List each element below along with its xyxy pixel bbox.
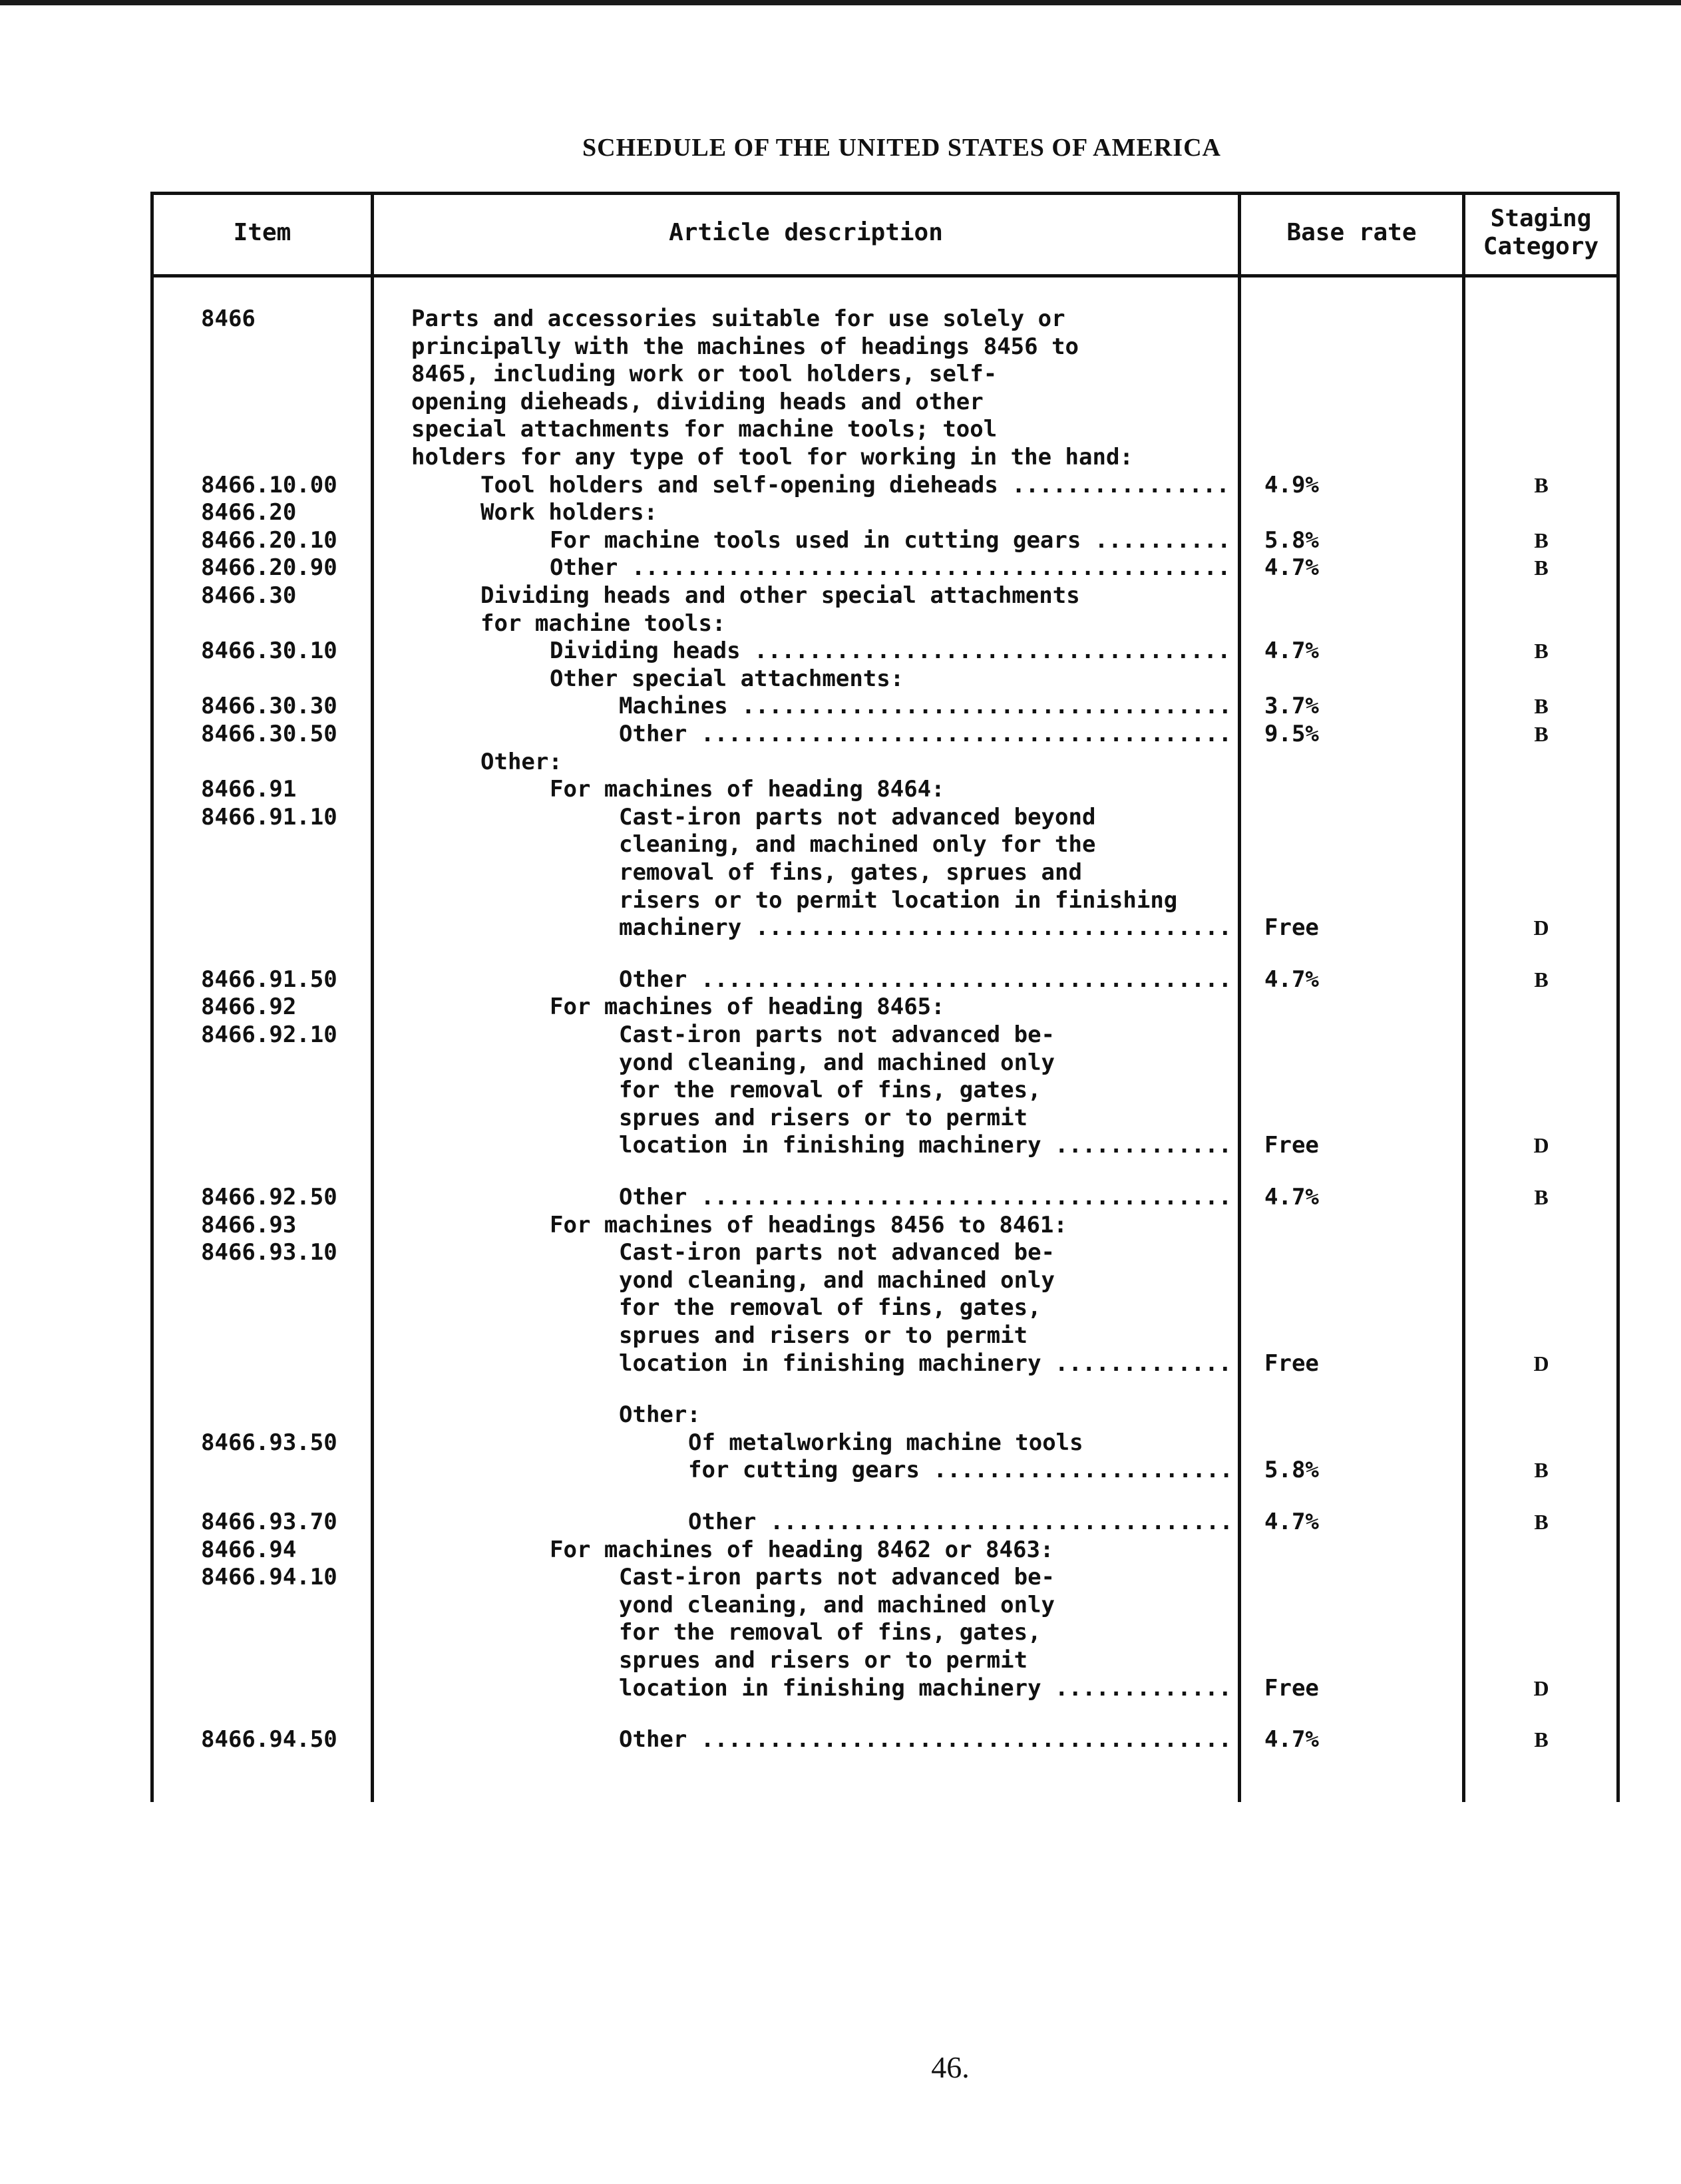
article-description: For machines of heading 8464: — [550, 776, 945, 803]
base-rate: 4.7% — [1264, 637, 1319, 665]
table-row — [0, 692, 1681, 720]
item-code: 8466.20.10 — [201, 526, 337, 554]
base-rate: 5.8% — [1264, 1457, 1319, 1484]
table-row — [0, 1646, 1681, 1674]
staging-category: D — [1533, 1351, 1549, 1375]
table-row — [0, 471, 1681, 499]
table-row — [0, 1238, 1681, 1266]
staging-category: B — [1534, 722, 1549, 746]
table-row — [0, 886, 1681, 914]
table-row — [0, 1350, 1681, 1377]
article-description: sprues and risers or to permit — [619, 1322, 1028, 1349]
item-code: 8466.91.50 — [201, 966, 337, 993]
table-row — [0, 1591, 1681, 1619]
staging-category: D — [1533, 1133, 1549, 1158]
base-rate: Free — [1264, 914, 1319, 942]
table-row — [0, 830, 1681, 858]
article-description: for the removal of fins, gates, — [619, 1619, 1041, 1646]
article-description: Parts and accessories suitable for use solely or — [411, 305, 1065, 332]
article-description: yond cleaning, and machined only — [619, 1591, 1055, 1618]
article-description: Other ..... — [619, 720, 1234, 748]
staging-category: D — [1533, 1676, 1549, 1700]
table-row — [0, 1183, 1681, 1211]
column-header-staging-line1: Staging — [1490, 205, 1592, 232]
staging-category: B — [1534, 472, 1549, 497]
item-code: 8466.93.10 — [201, 1239, 337, 1266]
article-description: Other special attachments: — [550, 665, 904, 692]
item-code: 8466.91 — [201, 776, 297, 803]
table-row — [0, 1726, 1681, 1753]
article-description: Dividing heads ..... — [550, 637, 1234, 665]
base-rate: 4.7% — [1264, 1726, 1319, 1753]
column-header-item: Item — [233, 219, 291, 246]
article-description: holders for any type of tool for working in the hand: — [411, 444, 1133, 470]
table-row — [0, 1429, 1681, 1457]
item-code: 8466 — [201, 305, 256, 332]
staging-category: B — [1534, 556, 1549, 580]
staging-category: B — [1534, 528, 1549, 552]
base-rate: Free — [1264, 1132, 1319, 1159]
column-header-description: Article description — [669, 219, 943, 246]
staging-category: B — [1534, 1185, 1549, 1209]
article-description: Cast-iron parts not advanced be- — [619, 1021, 1055, 1048]
column-header-staging-category — [1465, 192, 1616, 274]
table-row — [0, 775, 1681, 803]
base-rate: 4.7% — [1264, 1509, 1319, 1535]
table-row — [0, 637, 1681, 665]
article-description: yond cleaning, and machined only — [619, 1049, 1055, 1076]
article-description: Other ..... — [550, 554, 1234, 582]
table-row — [0, 1618, 1681, 1646]
table-row — [0, 993, 1681, 1021]
table-row — [0, 1401, 1681, 1429]
item-code: 8466.91.10 — [201, 803, 337, 830]
table-row — [0, 305, 1681, 333]
staging-category: B — [1534, 1510, 1549, 1534]
article-description: for the removal of fins, gates, — [619, 1077, 1041, 1104]
article-description: yond cleaning, and machined only — [619, 1266, 1055, 1294]
article-description: Machines ..... — [619, 692, 1234, 720]
item-code: 8466.20.90 — [201, 554, 337, 582]
article-description: removal of fins, gates, sprues and — [619, 859, 1082, 886]
page-top-rule — [0, 0, 1681, 5]
table-row — [0, 1563, 1681, 1591]
table-row — [0, 610, 1681, 637]
table-row — [0, 1266, 1681, 1294]
staging-category: B — [1534, 1728, 1549, 1752]
article-description: risers or to permit location in finishing — [619, 886, 1178, 914]
article-description: For machines of heading 8462 or 8463: — [550, 1536, 1054, 1563]
column-header-base-rate: Base rate — [1286, 219, 1417, 246]
item-code: 8466.94.10 — [201, 1564, 337, 1591]
article-description: for cutting gears ..... — [688, 1456, 1234, 1484]
table-row — [0, 966, 1681, 994]
table-row — [0, 415, 1681, 443]
table-row — [0, 665, 1681, 693]
article-description: principally with the machines of headings 8456 to — [411, 333, 1079, 360]
column-header-staging-line2: Category — [1483, 233, 1599, 260]
table-row — [0, 498, 1681, 526]
article-description: Cast-iron parts not advanced be- — [619, 1239, 1055, 1266]
article-description: For machines of headings 8456 to 8461: — [550, 1211, 1067, 1238]
item-code: 8466.92 — [201, 994, 297, 1021]
staging-category: B — [1534, 1458, 1549, 1483]
item-code: 8466.94.50 — [201, 1726, 337, 1753]
item-code: 8466.30.50 — [201, 721, 337, 747]
item-code: 8466.30.10 — [201, 637, 337, 665]
base-rate: 4.7% — [1264, 1184, 1319, 1210]
article-description: sprues and risers or to permit — [619, 1647, 1028, 1674]
article-description: cleaning, and machined only for the — [619, 831, 1096, 858]
table-row — [0, 1322, 1681, 1350]
table-row — [0, 1049, 1681, 1077]
base-rate: 4.9% — [1264, 471, 1319, 498]
article-description: 8465, including work or tool holders, self- — [411, 361, 998, 388]
article-description: Other ..... — [688, 1508, 1234, 1536]
article-description: Cast-iron parts not advanced beyond — [619, 803, 1096, 830]
article-description: location in finishing machinery ..... — [619, 1674, 1234, 1702]
staging-category: B — [1534, 967, 1549, 992]
item-code: 8466.30 — [201, 582, 297, 609]
article-description: Other ..... — [619, 1726, 1234, 1753]
item-code: 8466.94 — [201, 1536, 297, 1563]
base-rate: Free — [1264, 1350, 1319, 1377]
item-code: 8466.10.00 — [201, 471, 337, 498]
article-description: Work holders: — [480, 499, 658, 526]
item-code: 8466.92.10 — [201, 1021, 337, 1048]
article-description: Of metalworking machine tools — [688, 1429, 1083, 1456]
table-row — [0, 1211, 1681, 1239]
staging-category: B — [1534, 694, 1549, 719]
article-description: sprues and risers or to permit — [619, 1104, 1028, 1131]
table-row — [0, 554, 1681, 582]
table-row — [0, 858, 1681, 886]
staging-category: B — [1534, 639, 1549, 663]
item-code: 8466.92.50 — [201, 1184, 337, 1210]
table-row — [0, 1021, 1681, 1049]
item-code: 8466.93.50 — [201, 1429, 337, 1456]
article-description: For machine tools used in cutting gears ..... — [550, 526, 1234, 554]
table-row — [0, 333, 1681, 361]
item-code: 8466.93.70 — [201, 1509, 337, 1535]
article-description: for the removal of fins, gates, — [619, 1294, 1041, 1322]
table-row — [0, 360, 1681, 388]
table-row — [0, 443, 1681, 471]
article-description: Other ..... — [619, 1183, 1234, 1211]
table-row — [0, 388, 1681, 416]
article-description: Dividing heads and other special attachments — [480, 582, 1080, 609]
base-rate: 4.7% — [1264, 554, 1319, 582]
item-code: 8466.20 — [201, 499, 297, 526]
article-description: Tool holders and self-opening dieheads ..... — [480, 471, 1234, 499]
table-row — [0, 1104, 1681, 1132]
table-row — [0, 1294, 1681, 1322]
base-rate: 5.8% — [1264, 526, 1319, 554]
header-rule — [150, 274, 1620, 277]
table-row — [0, 582, 1681, 610]
item-code: 8466.93 — [201, 1211, 297, 1238]
table-row — [0, 748, 1681, 776]
table-row — [0, 1131, 1681, 1159]
table-row — [0, 1456, 1681, 1484]
article-description: location in finishing machinery ..... — [619, 1131, 1234, 1159]
article-description: Other ..... — [619, 966, 1234, 994]
table-row — [0, 1536, 1681, 1564]
page-number: 46. — [931, 2050, 970, 2084]
article-description: Other: — [619, 1401, 701, 1429]
table-row — [0, 526, 1681, 554]
article-description: location in finishing machinery ..... — [619, 1350, 1234, 1377]
base-rate: Free — [1264, 1674, 1319, 1702]
base-rate: 4.7% — [1264, 966, 1319, 993]
table-row — [0, 803, 1681, 831]
base-rate: 3.7% — [1264, 693, 1319, 720]
article-description: machinery ..... — [619, 914, 1234, 942]
table-row — [0, 1508, 1681, 1536]
table-row — [0, 914, 1681, 942]
article-description: Other: — [480, 748, 562, 775]
staging-category: D — [1533, 916, 1549, 940]
item-code: 8466.30.30 — [201, 693, 337, 720]
article-description: for machine tools: — [480, 610, 726, 637]
table-row — [0, 720, 1681, 748]
table-row — [0, 1076, 1681, 1104]
article-description: Cast-iron parts not advanced be- — [619, 1564, 1055, 1591]
table-row — [0, 1674, 1681, 1702]
base-rate: 9.5% — [1264, 721, 1319, 747]
document-title: SCHEDULE OF THE UNITED STATES OF AMERICA — [582, 134, 1221, 162]
article-description: opening dieheads, dividing heads and other — [411, 388, 984, 415]
article-description: special attachments for machine tools; tool — [411, 416, 998, 443]
article-description: For machines of heading 8465: — [550, 994, 945, 1021]
